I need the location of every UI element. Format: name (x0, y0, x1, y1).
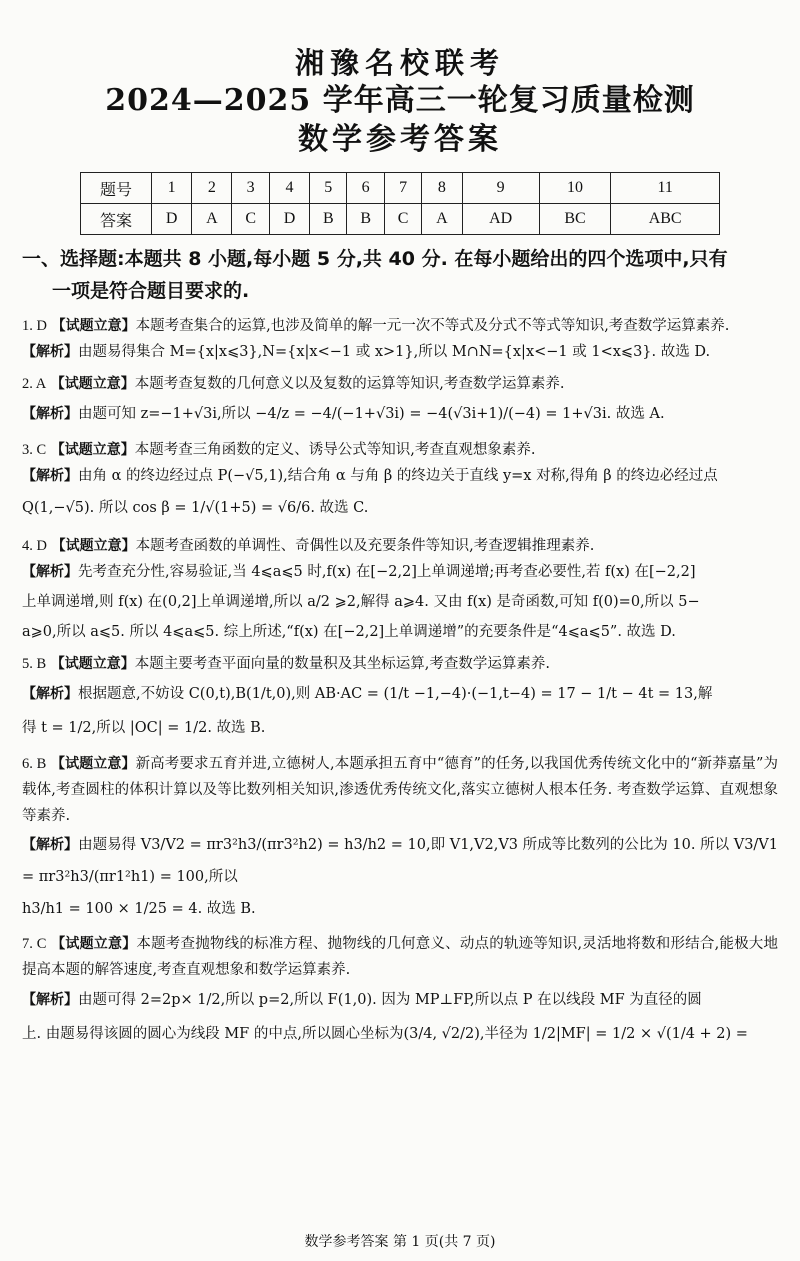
cell-number: 2 (192, 173, 232, 204)
question-2 (22, 371, 778, 397)
cell-answer: B (347, 204, 384, 235)
analysis-label: 【解析】 (22, 468, 78, 484)
analysis-line: 得 t = 1/2,所以 |OC| = 1/2. 故选 B. (22, 720, 266, 736)
cell-number: 3 (232, 173, 269, 204)
analysis-line: h3/h1 = 100 × 1/25 = 4. 故选 B. (22, 901, 256, 917)
answer-page (0, 44, 800, 1261)
intent-text: 本题考查抛物线的标准方程、抛物线的几何意义、动点的轨迹等知识,灵活地将数和形结合,能极大地提高本题的解答速度,考查直观想象和数学运算素养. (22, 936, 779, 978)
cell-number: 10 (539, 173, 611, 204)
intent-label: 【试题立意】 (51, 538, 136, 554)
cell-answer: A (192, 204, 232, 235)
analysis-line: 由题可得 2=2p× 1/2,所以 p=2,所以 F(1,0). 因为 MP⊥FP,所以点 P 在以线段 MF 为直径的圆 (78, 992, 702, 1008)
analysis-label: 【解析】 (22, 344, 78, 360)
cell-answer: BC (539, 204, 611, 235)
analysis-line: 上单调递增,则 f(x) 在(0,2]上单调递增,所以 a/2 ⩾2,解得 a⩾4. 又由 f(x) 是奇函数,可知 f(0)=0,所以 5− (22, 594, 700, 610)
answer-key-table (80, 172, 720, 235)
cell-number: 1 (152, 173, 192, 204)
intent-label: 【试题立意】 (50, 656, 135, 672)
cell-answer: D (152, 204, 192, 235)
analysis-line: 上. 由题易得该圆的圆心为线段 MF 的中点,所以圆心坐标为(3/4, √2/2),半径为 1/2|MF| = 1/2 × √(1/4 + 2) = (22, 1026, 748, 1042)
intent-label: 【试题立意】 (51, 936, 137, 952)
cell-answer: A (422, 204, 462, 235)
intent-label: 【试题立意】 (50, 442, 135, 458)
analysis-label: 【解析】 (22, 406, 78, 422)
analysis-line: 先考查充分性,容易验证,当 4⩽a⩽5 时,f(x) 在[−2,2]上单调递增;再考查必要性,若 f(x) 在[−2,2] (78, 564, 696, 580)
cell-number: 4 (269, 173, 309, 204)
analysis-line: 由题易得集合 M={x|x⩽3},N={x|x<−1 或 x>1},所以 M∩N={x|x<−1 或 1<x⩽3}. 故选 D. (78, 344, 711, 360)
question-4 (22, 533, 778, 559)
cell-answer: D (269, 204, 309, 235)
answer-row (81, 204, 720, 235)
analysis-7 (22, 983, 778, 1051)
question-3 (22, 437, 778, 463)
question-number: 3. C (22, 442, 47, 458)
exam-name-title: 2024—2025 学年高三一轮复习质量检测 (105, 83, 695, 118)
page-footer: 数学参考答案 第 1 页(共 7 页) (304, 1234, 496, 1250)
analysis-2 (22, 397, 778, 431)
cell-number: 8 (422, 173, 462, 204)
intent-text: 新高考要求五育并进,立德树人,本题承担五育中“德育”的任务,以我国优秀传统文化中的“新莽嘉量”为载体,考查圆柱的体积计算以及等比数列相关知识,渗透优秀传统文化,落实立德树人根本任务. 考查数学运算、直观想象等素养. (22, 756, 779, 824)
question-number: 4. D (22, 538, 47, 554)
analysis-label: 【解析】 (22, 564, 78, 580)
analysis-label: 【解析】 (22, 992, 78, 1008)
question-6 (22, 751, 778, 829)
analysis-line: 由角 α 的终边经过点 P(−√5,1),结合角 α 与角 β 的终边关于直线 y=x 对称,得角 β 的终边必经过点 (78, 468, 718, 484)
analysis-3 (22, 463, 778, 527)
analysis-5 (22, 677, 778, 745)
cell-number: 9 (462, 173, 539, 204)
cell-number: 5 (310, 173, 347, 204)
cell-answer: ABC (611, 204, 720, 235)
intent-text: 本题考查三角函数的定义、诱导公式等知识,考查直观想象素养. (134, 442, 536, 458)
question-number: 2. A (22, 376, 47, 392)
question-number: 5. B (22, 656, 47, 672)
section-heading-line1: 一、选择题:本题共 8 小题,每小题 5 分,共 40 分. 在每小题给出的四个选项中,只有 (22, 248, 728, 270)
analysis-label: 【解析】 (22, 837, 79, 853)
question-1 (22, 313, 778, 339)
question-number-row (81, 173, 720, 204)
question-number: 6. B (22, 756, 47, 772)
analysis-4 (22, 559, 778, 645)
section-heading (22, 243, 778, 307)
analysis-line: 由题可知 z=−1+√3i,所以 −4/z = −4/(−1+√3i) = −4(√3i+1)/(−4) = 1+√3i. 故选 A. (78, 406, 665, 422)
analysis-line: a⩾0,所以 a⩽5. 所以 4⩽a⩽5. 综上所述,“f(x) 在[−2,2]上单调递增”的充要条件是“4⩽a⩽5”. 故选 D. (22, 624, 676, 640)
row-label: 答案 (81, 204, 152, 235)
analysis-line: 由题易得 V3/V2 = πr3²h3/(πr3²h2) = h3/h2 = 10,即 V1,V2,V3 所成等比数列的公比为 10. 所以 V3/V1 = πr3²h3/(πr1²h1) = 100,所以 (22, 837, 779, 885)
intent-label: 【试题立意】 (51, 318, 136, 334)
intent-label: 【试题立意】 (51, 756, 136, 772)
question-number: 7. C (22, 936, 47, 952)
cell-number: 11 (611, 173, 720, 204)
analysis-6 (22, 829, 778, 925)
intent-text: 本题考查复数的几何意义以及复数的运算等知识,考查数学运算素养. (134, 376, 565, 392)
intent-label: 【试题立意】 (50, 376, 135, 392)
intent-text: 本题考查集合的运算,也涉及简单的解一元一次不等式及分式不等式等知识,考查数学运算素养. (135, 318, 730, 334)
cell-number: 6 (347, 173, 384, 204)
intent-text: 本题考查函数的单调性、奇偶性以及充要条件等知识,考查逻辑推理素养. (135, 538, 595, 554)
row-label: 题号 (81, 173, 152, 204)
document-title: 数学参考答案 (298, 122, 502, 157)
cell-answer: C (384, 204, 421, 235)
exam-organizer-title: 湘豫名校联考 (294, 46, 505, 80)
cell-number: 7 (384, 173, 421, 204)
analysis-line: Q(1,−√5). 所以 cos β = 1/√(1+5) = √6/6. 故选 C. (22, 500, 369, 516)
cell-answer: AD (462, 204, 539, 235)
analysis-label: 【解析】 (22, 686, 78, 702)
section-heading-line2: 一项是符合题目要求的. (52, 280, 250, 302)
question-5 (22, 651, 778, 677)
analysis-1 (22, 339, 778, 365)
question-7 (22, 931, 778, 983)
intent-text: 本题主要考查平面向量的数量积及其坐标运算,考查数学运算素养. (134, 656, 550, 672)
cell-answer: B (310, 204, 347, 235)
question-number: 1. D (22, 318, 47, 334)
cell-answer: C (232, 204, 269, 235)
analysis-line: 根据题意,不妨设 C(0,t),B(1/t,0),则 AB·AC = (1/t −1,−4)·(−1,t−4) = 17 − 1/t − 4t = 13,解 (78, 686, 713, 702)
